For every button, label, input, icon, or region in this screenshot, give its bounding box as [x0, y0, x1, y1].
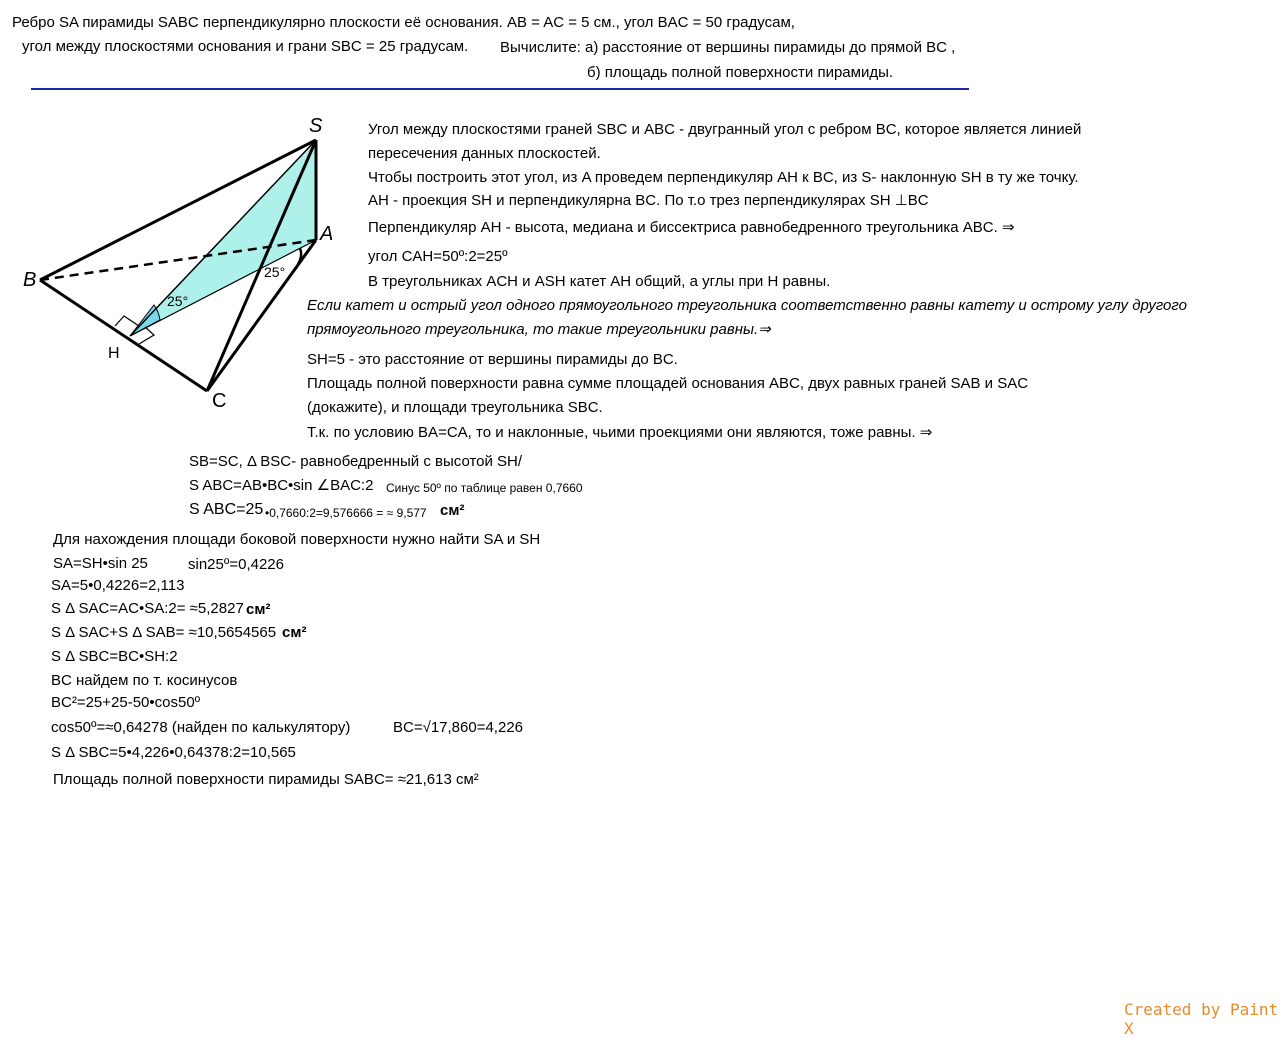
- paint-x-credit: Created by Paint X: [1124, 1000, 1279, 1038]
- solution-r9-note: BC=√17,860=4,226: [393, 719, 524, 736]
- solution-q3-b: •0,7660:2=9,576666 = ≈ 9,577: [265, 506, 427, 520]
- solution-q2-note: Синус 50º по таблице равен 0,7660: [386, 481, 583, 495]
- solution-r11: Площадь полной поверхности пирамиды SABC= ≈21,613 см²: [53, 771, 479, 788]
- angle-label-a: 25°: [264, 264, 286, 280]
- right-angle-mark-1: [115, 316, 139, 326]
- label-c: C: [212, 390, 227, 412]
- solution-p2: пересечения данных плоскостей.: [368, 145, 601, 162]
- problem-calc-a: Вычислите: а) расстояние от вершины пирамиды до прямой BC ,: [500, 39, 956, 56]
- solution-q3-unit: см²: [440, 502, 465, 519]
- solution-r1: Для нахождения площади боковой поверхности нужно найти SA и SH: [53, 531, 541, 548]
- label-b: B: [23, 269, 37, 291]
- solution-p5: Перпендикуляр AH - высота, медиана и биссектриса равнобедренного треугольника ABC. ⇒: [368, 219, 1015, 236]
- solution-r6: S Δ SBC=BC•SH:2: [51, 648, 178, 665]
- angle-label-h: 25°: [167, 293, 189, 309]
- solution-q3-a: S ABC=25: [189, 501, 264, 518]
- solution-p7: В треугольниках ACH и ASH катет AH общий, а углы при H равны.: [368, 273, 831, 290]
- problem-line-1: Ребро SA пирамиды SABC перпендикулярно плоскости её основания. AB = AC = 5 см., угол BAC = 50 градусам,: [12, 14, 795, 31]
- solution-p10: (докажите), и площади треугольника SBC.: [307, 399, 603, 416]
- solution-r2: SA=SH•sin 25: [53, 555, 148, 572]
- solution-r5-unit: см²: [282, 624, 307, 641]
- angle-arc-a: [298, 248, 301, 264]
- solution-r10: S Δ SBC=5•4,226•0,64378:2=10,565: [51, 744, 296, 761]
- problem-calc-b: б) площадь полной поверхности пирамиды.: [587, 64, 894, 81]
- solution-q1: SB=SC, Δ BSC- равнобедренный с высотой SH/: [189, 453, 523, 470]
- pyramid-figure: [0, 100, 340, 430]
- separator-line: [31, 88, 969, 90]
- solution-r4: S Δ SAC=AC•SA:2= ≈5,2827: [51, 600, 244, 617]
- solution-q2: S ABC=AB•BC•sin ∠BAC:2: [189, 477, 374, 494]
- solution-p4: AH - проекция SH и перпендикулярна BC. По т.о трез перпендикулярах SH ⊥BC: [368, 192, 929, 209]
- solution-r3: SA=5•0,4226=2,113: [51, 577, 185, 594]
- theorem-line-1: Если катет и острый угол одного прямоугольного треугольника соответственно равны катету и острому углу другого: [307, 297, 1187, 314]
- solution-p6: угол CAH=50º:2=25º: [368, 248, 508, 265]
- solution-r4-unit: см²: [246, 601, 271, 618]
- label-h: H: [108, 345, 120, 362]
- solution-p8: SH=5 - это расстояние от вершины пирамиды до BC.: [307, 351, 678, 368]
- theorem-line-2: прямоугольного треугольника, то такие треугольники равны.⇒: [307, 321, 771, 338]
- solution-r7: BC найдем по т. косинусов: [51, 672, 238, 689]
- solution-p3: Чтобы построить этот угол, из A проведем перпендикуляр AH к BC, из S- наклонную SH в ту же точку.: [368, 169, 1079, 186]
- solution-p9: Площадь полной поверхности равна сумме площадей основания ABC, двух равных граней SAB и SAC: [307, 375, 1029, 392]
- solution-r9: cos50º=≈0,64278 (найден по калькулятору): [51, 719, 351, 736]
- solution-r8: BC²=25+25-50•cos50º: [51, 694, 201, 711]
- solution-r2-note: sin25º=0,4226: [188, 556, 284, 573]
- label-s: S: [309, 115, 323, 137]
- solution-p11: Т.к. по условию BA=CA, то и наклонные, чьими проекциями они являются, тоже равны. ⇒: [307, 424, 933, 441]
- label-a: A: [320, 223, 334, 245]
- solution-p1: Угол между плоскостями граней SBC и ABC - двугранный угол с ребром BC, которое является линией: [368, 121, 1082, 138]
- problem-line-2: угол между плоскостями основания и грани SBC = 25 градусам.: [22, 38, 469, 55]
- solution-r5: S Δ SAC+S Δ SAB= ≈10,5654565: [51, 624, 277, 641]
